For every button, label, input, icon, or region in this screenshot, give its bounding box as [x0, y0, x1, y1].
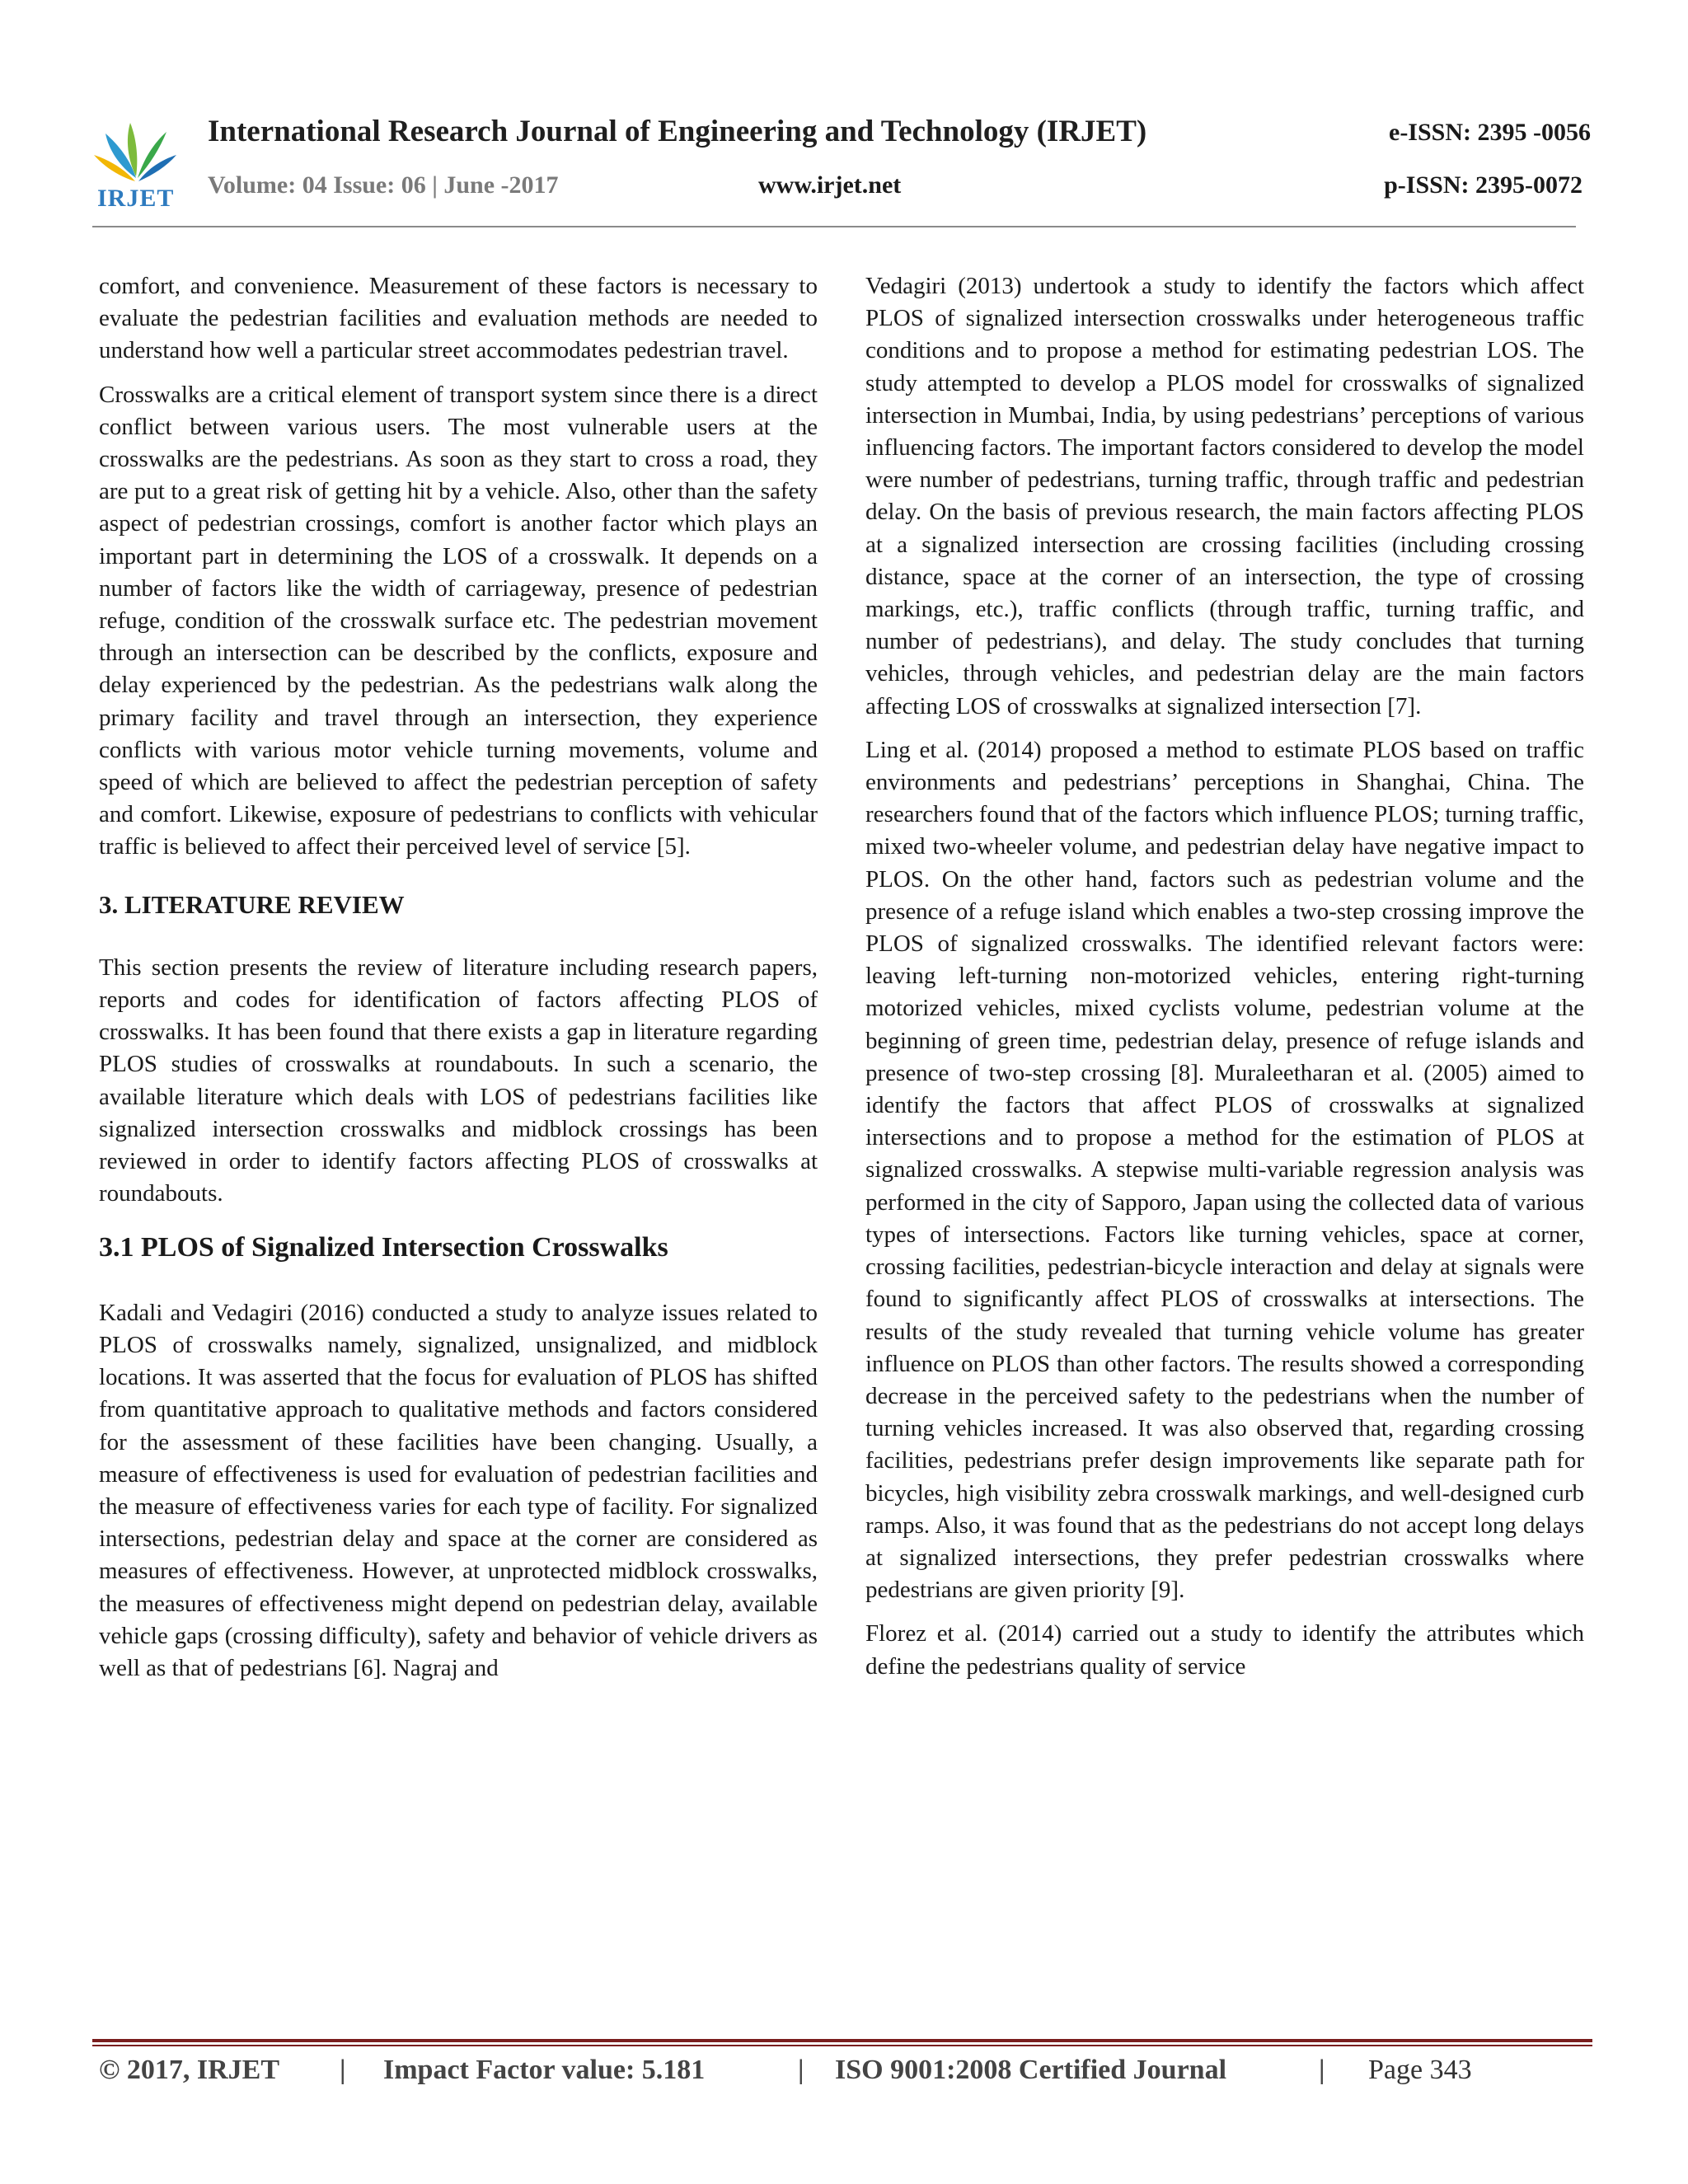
- paragraph: Crosswalks are a critical element of transport system since there is a direct conflict between various users. The most vulnerable users at the crosswalks are the pedestrians. As soon as they start to cross a road, they are put to a great risk of getting hit by a vehicle. Also, other than the safety aspect of pedestrian crossings, comfort is another factor which plays an important part in determining the LOS of a crosswalk. It depends on a number of factors like the width of carriageway, presence of pedestrian refuge, condition of the crosswalk surface etc. The pedestrian movement through an intersection can be described by the conflicts, exposure and delay experienced by the pedestrian. As the pedestrians walk along the primary facility and travel through an intersection, they experience conflicts with various motor vehicle turning movements, volume and speed of which are believed to affect the pedestrian perception of safety and comfort. Likewise, exposure of pedestrians to conflicts with vehicular traffic is believed to affect their perceived level of service [5].: [99, 381, 818, 860]
- paragraph: Vedagiri (2013) undertook a study to identify the factors which affect PLOS of signalized intersection crosswalks under heterogeneous traffic conditions and to propose a method for estimating pedestrian LOS. The study attempted to develop a PLOS model for crosswalks of signalized intersection in Mumbai, India, by using pedestrians’ perceptions of various influencing factors. The important factors considered to develop the model were number of pedestrians, turning traffic, through traffic and pedestrian delay. On the basis of previous research, the main factors affecting PLOS at a signalized intersection are crossing facilities (including crossing distance, space at the corner of an intersection, the type of crossing markings, etc.), traffic conflicts (through traffic, turning traffic, and number of pedestrians), and delay. The study concludes that turning vehicles, through vehicles, and pedestrian delay are the main factors affecting LOS of crosswalks at signalized intersection [7].: [865, 273, 1584, 719]
- eissn: e-ISSN: 2395 -0056: [1389, 119, 1591, 146]
- footer-separator: |: [1319, 2055, 1325, 2085]
- logo-text: IRJET: [97, 185, 175, 212]
- page-footer: [99, 2055, 1582, 2096]
- page-header: [91, 114, 1591, 229]
- volume-issue: Volume: 04 Issue: 06 | June -2017: [208, 171, 559, 199]
- footer-separator: |: [340, 2055, 346, 2085]
- paragraph: Florez et al. (2014) carried out a study to identify the attributes which define the pedestrians quality of service: [865, 1620, 1584, 1680]
- footer-iso: ISO 9001:2008 Certified Journal: [835, 2055, 1227, 2085]
- header-divider: [92, 226, 1576, 227]
- footer-divider: [92, 2039, 1592, 2042]
- footer-separator: |: [798, 2055, 804, 2085]
- pissn: p-ISSN: 2395-0072: [1384, 171, 1582, 199]
- right-column: [865, 270, 1584, 1694]
- footer-divider-thin: [92, 2045, 1592, 2046]
- journal-website-link[interactable]: www.irjet.net: [758, 171, 902, 199]
- footer-copyright: © 2017, IRJET: [99, 2055, 280, 2085]
- paragraph: Kadali and Vedagiri (2016) conducted a study to analyze issues related to PLOS of crosswalks namely, signalized, unsignalized, and midblock locations. It was asserted that the focus for evaluation of PLOS has shifted from quantitative approach to qualitative methods and factors considered for the assessment of these facilities have been changing. Usually, a measure of effectiveness is used for evaluation of pedestrian facilities and the measure of effectiveness varies for each type of facility. For signalized intersections, pedestrian delay and space at the corner are considered as measures of effectiveness. However, at unprotected midblock crosswalks, the measures of effectiveness might depend on pedestrian delay, available vehicle gaps (crossing difficulty), safety and behavior of vehicle drivers as well as that of pedestrians [6]. Nagraj and: [99, 1299, 818, 1681]
- section-heading: 3. LITERATURE REVIEW: [99, 889, 405, 919]
- paragraph: This section presents the review of literature including research papers, reports and codes for identification of factors affecting PLOS of crosswalks. It has been found that there exists a gap in literature regarding PLOS studies of crosswalks at roundabouts. In such a scenario, the available literature which deals with LOS of pedestrians facilities like signalized intersection crosswalks and midblock crossings has been reviewed in order to identify factors affecting PLOS of crosswalks at roundabouts.: [99, 954, 818, 1207]
- subsection-heading: 3.1 PLOS of Signalized Intersection Crosswalks: [99, 1232, 668, 1263]
- journal-title: International Research Journal of Engineering and Technology (IRJET): [208, 115, 1147, 148]
- paragraph: comfort, and convenience. Measurement of these factors is necessary to evaluate the pedestrian facilities and evaluation methods are needed to understand how well a particular street accommodates pedestrian travel.: [99, 273, 818, 364]
- footer-page-number: Page 343: [1368, 2055, 1472, 2085]
- footer-impact-factor: Impact Factor value: 5.181: [383, 2055, 706, 2085]
- left-column: [99, 270, 818, 1696]
- paragraph: Ling et al. (2014) proposed a method to estimate PLOS based on traffic environments and pedestrians’ perceptions in Shanghai, China. The researchers found that of the factors which influence PLOS; turning traffic, mixed two-wheeler volume, and pedestrian delay have negative impact to PLOS. On the other hand, factors such as pedestrian volume and the presence of a refuge island which enables a two-step crossing improve the PLOS of signalized crosswalks. The identified relevant factors were: leaving left-turning non-motorized vehicles, entering right-turning motorized vehicles, mixed cyclists volume, pedestrian volume at the beginning of green time, pedestrian delay, presence of refuge islands and presence of two-step crossing [8]. Muraleetharan et al. (2005) aimed to identify the factors that affect PLOS of crosswalks at signalized intersections and to propose a method for the estimation of PLOS at signalized crosswalks. A stepwise multi-variable regression analysis was performed in the city of Sapporo, Japan using the collected data of various types of intersections. Factors like turning vehicles, space at corner, crossing facilities, pedestrian-bicycle interaction and delay at signals were found to significantly affect PLOS of crosswalks at intersections. The results of the study revealed that turning vehicle volume has greater influence on PLOS than other factors. The results showed a corresponding decrease in the perceived safety to the pedestrians when the number of turning vehicles increased. It was also observed that, regarding crossing facilities, pedestrians prefer design improvements like separate path for bicycles, high visibility zebra crosswalk markings, and well-designed curb ramps. Also, it was found that as the pedestrians do not accept long delays at signalized intersections, they prefer pedestrian crosswalks where pedestrians are given priority [9].: [865, 736, 1584, 1604]
